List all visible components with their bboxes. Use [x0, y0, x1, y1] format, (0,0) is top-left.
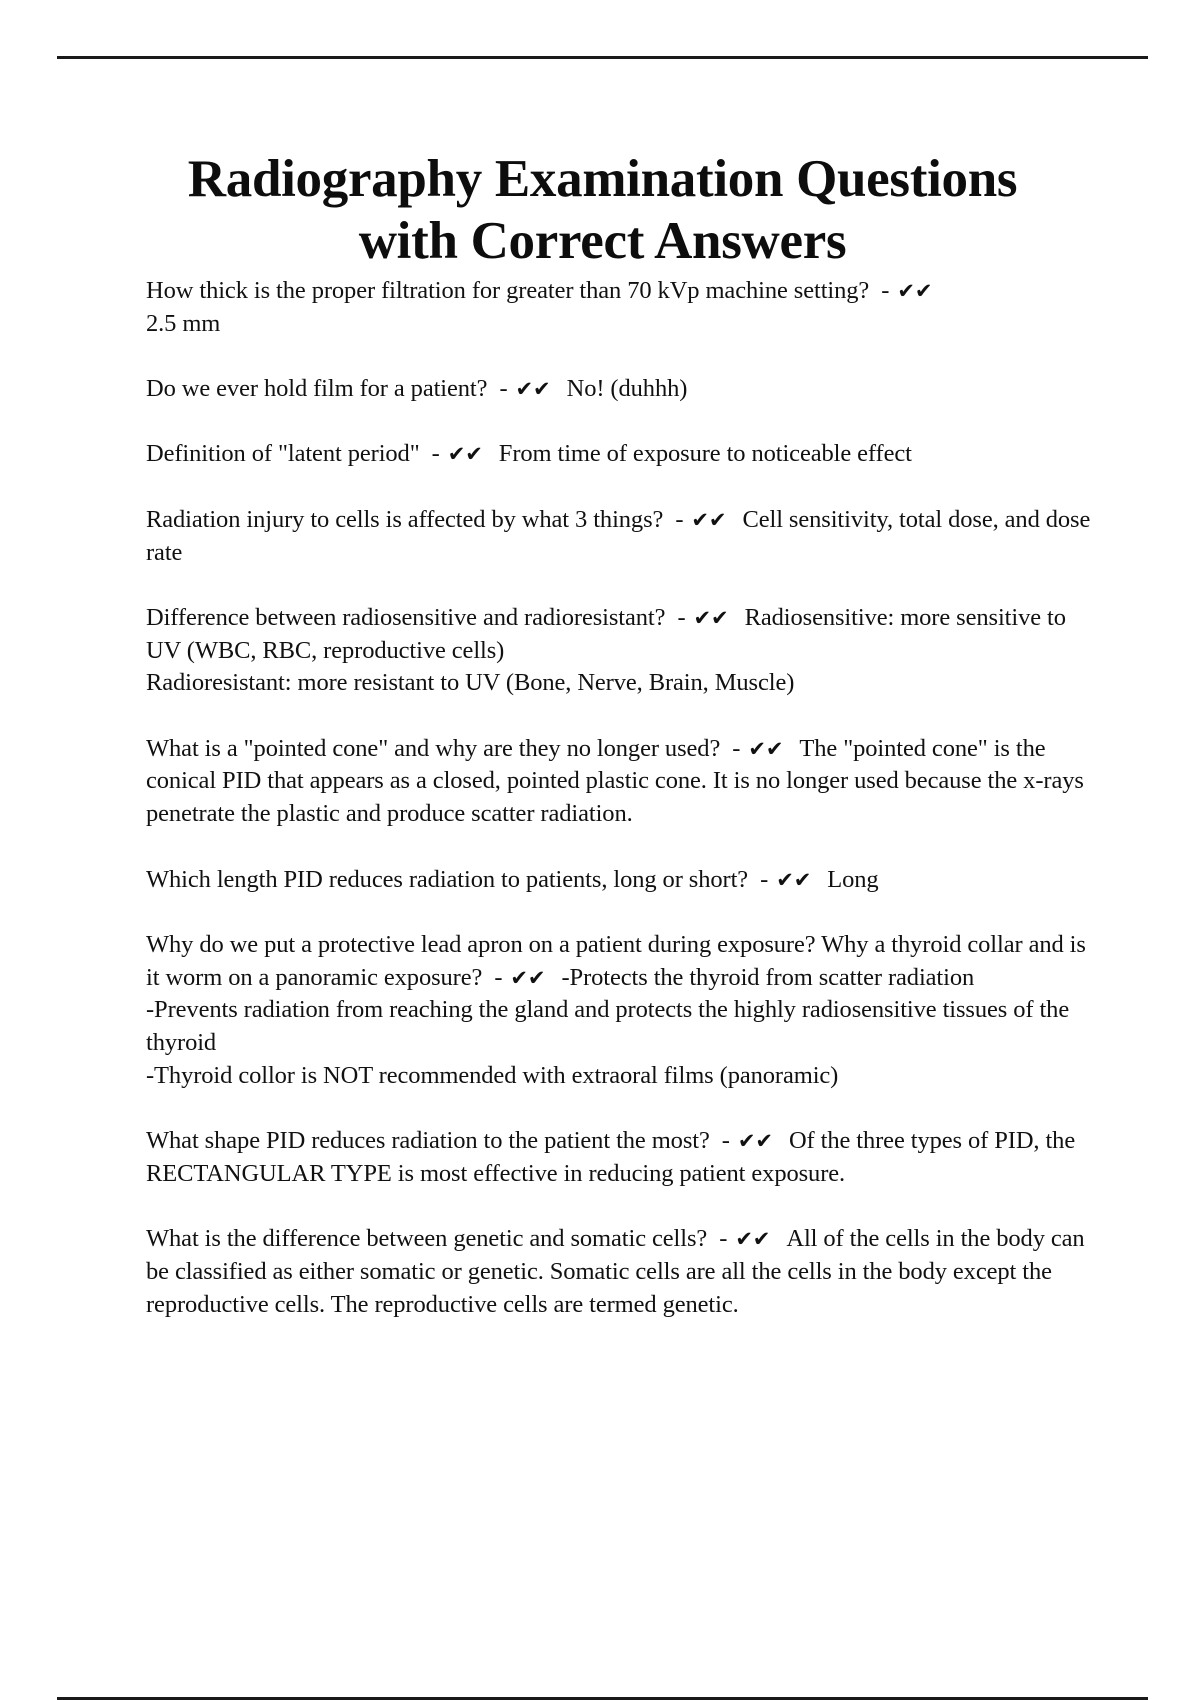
- qa-item: [146, 438, 1096, 471]
- qa-item: [146, 1125, 1096, 1190]
- qa-item: [146, 864, 1096, 897]
- separator: -: [431, 440, 440, 468]
- answer-text: All of the cells in the body can be classified as either somatic or genetic. Somatic cells are all the cells in the body except the reproductive cells. The reproductive cells are termed genetic.: [146, 1225, 1085, 1318]
- double-check-icon: ✔✔: [447, 442, 483, 467]
- double-check-icon: ✔✔: [735, 1227, 771, 1252]
- separator: -: [760, 865, 769, 893]
- double-check-icon: ✔✔: [510, 965, 546, 990]
- answer-text: Radioresistant: more resistant to UV (Bone, Nerve, Brain, Muscle): [146, 669, 795, 697]
- answer-text: -Prevents radiation from reaching the gland and protects the highly radiosensitive tissues of the thyroid: [146, 996, 1070, 1057]
- answer-text: Cell sensitivity, total dose, and dose rate: [146, 505, 1091, 566]
- question-text: What is the difference between genetic and somatic cells?: [146, 1225, 708, 1253]
- double-check-icon: ✔✔: [691, 507, 727, 532]
- answer-text: Of the three types of PID, the RECTANGULAR TYPE is most effective in reducing patient exposure.: [146, 1127, 1076, 1187]
- question-text: Which length PID reduces radiation to patients, long or short?: [146, 865, 749, 893]
- separator: -: [721, 1127, 730, 1155]
- double-check-icon: ✔✔: [776, 867, 812, 892]
- question-text: Do we ever hold film for a patient?: [146, 375, 488, 403]
- question-text: Difference between radiosensitive and radioresistant?: [146, 603, 666, 631]
- title-line-1: Radiography Examination Questions: [187, 150, 1018, 208]
- qa-item: [146, 275, 1096, 340]
- separator: -: [732, 734, 741, 762]
- qa-item: [146, 929, 1096, 1093]
- answer-text: Radiosensitive: more sensitive to UV (WBC, RBC, reproductive cells): [146, 603, 1066, 664]
- question-text: How thick is the proper filtration for greater than 70 kVp machine setting?: [146, 277, 870, 304]
- qa-item: [146, 1223, 1096, 1321]
- top-divider: [57, 56, 1148, 59]
- qa-item: [146, 504, 1096, 569]
- answer-text: The "pointed cone" is the conical PID that appears as a closed, pointed plastic cone. It is no longer used because the x-rays penetrate the plastic and produce scatter radiation.: [146, 734, 1084, 828]
- answer-text: -Protects the thyroid from scatter radiation: [561, 963, 975, 991]
- question-text: Radiation injury to cells is affected by what 3 things?: [146, 505, 664, 533]
- question-text: Why do we put a protective lead apron on a patient during exposure? Why a thyroid collar and is it worm on a panoramic exposure?: [146, 930, 1086, 991]
- page-title: [60, 148, 1145, 272]
- question-text: What shape PID reduces radiation to the patient the most?: [146, 1127, 710, 1155]
- qa-item: [146, 733, 1096, 831]
- double-check-icon: ✔✔: [737, 1129, 773, 1154]
- separator: -: [881, 277, 890, 304]
- answer-text: 2.5 mm: [146, 309, 221, 337]
- qa-item: [146, 602, 1096, 700]
- answer-text: -Thyroid collor is NOT recommended with extraoral films (panoramic): [146, 1061, 839, 1089]
- qa-item: [146, 373, 1096, 406]
- separator: -: [499, 375, 508, 403]
- question-text: What is a "pointed cone" and why are they no longer used?: [146, 734, 721, 762]
- question-text: Definition of "latent period": [146, 440, 420, 468]
- double-check-icon: ✔✔: [897, 279, 933, 303]
- double-check-icon: ✔✔: [748, 736, 784, 761]
- separator: -: [494, 963, 503, 991]
- separator: -: [719, 1225, 728, 1253]
- separator: -: [675, 505, 684, 533]
- title-line-2: with Correct Answers: [358, 212, 847, 270]
- separator: -: [677, 603, 686, 631]
- answer-text: No! (duhhh): [566, 375, 688, 403]
- double-check-icon: ✔✔: [693, 605, 729, 630]
- double-check-icon: ✔✔: [515, 377, 551, 402]
- answer-text: Long: [827, 865, 879, 893]
- qa-list: [146, 275, 1096, 1354]
- answer-text: From time of exposure to noticeable effect: [498, 440, 912, 468]
